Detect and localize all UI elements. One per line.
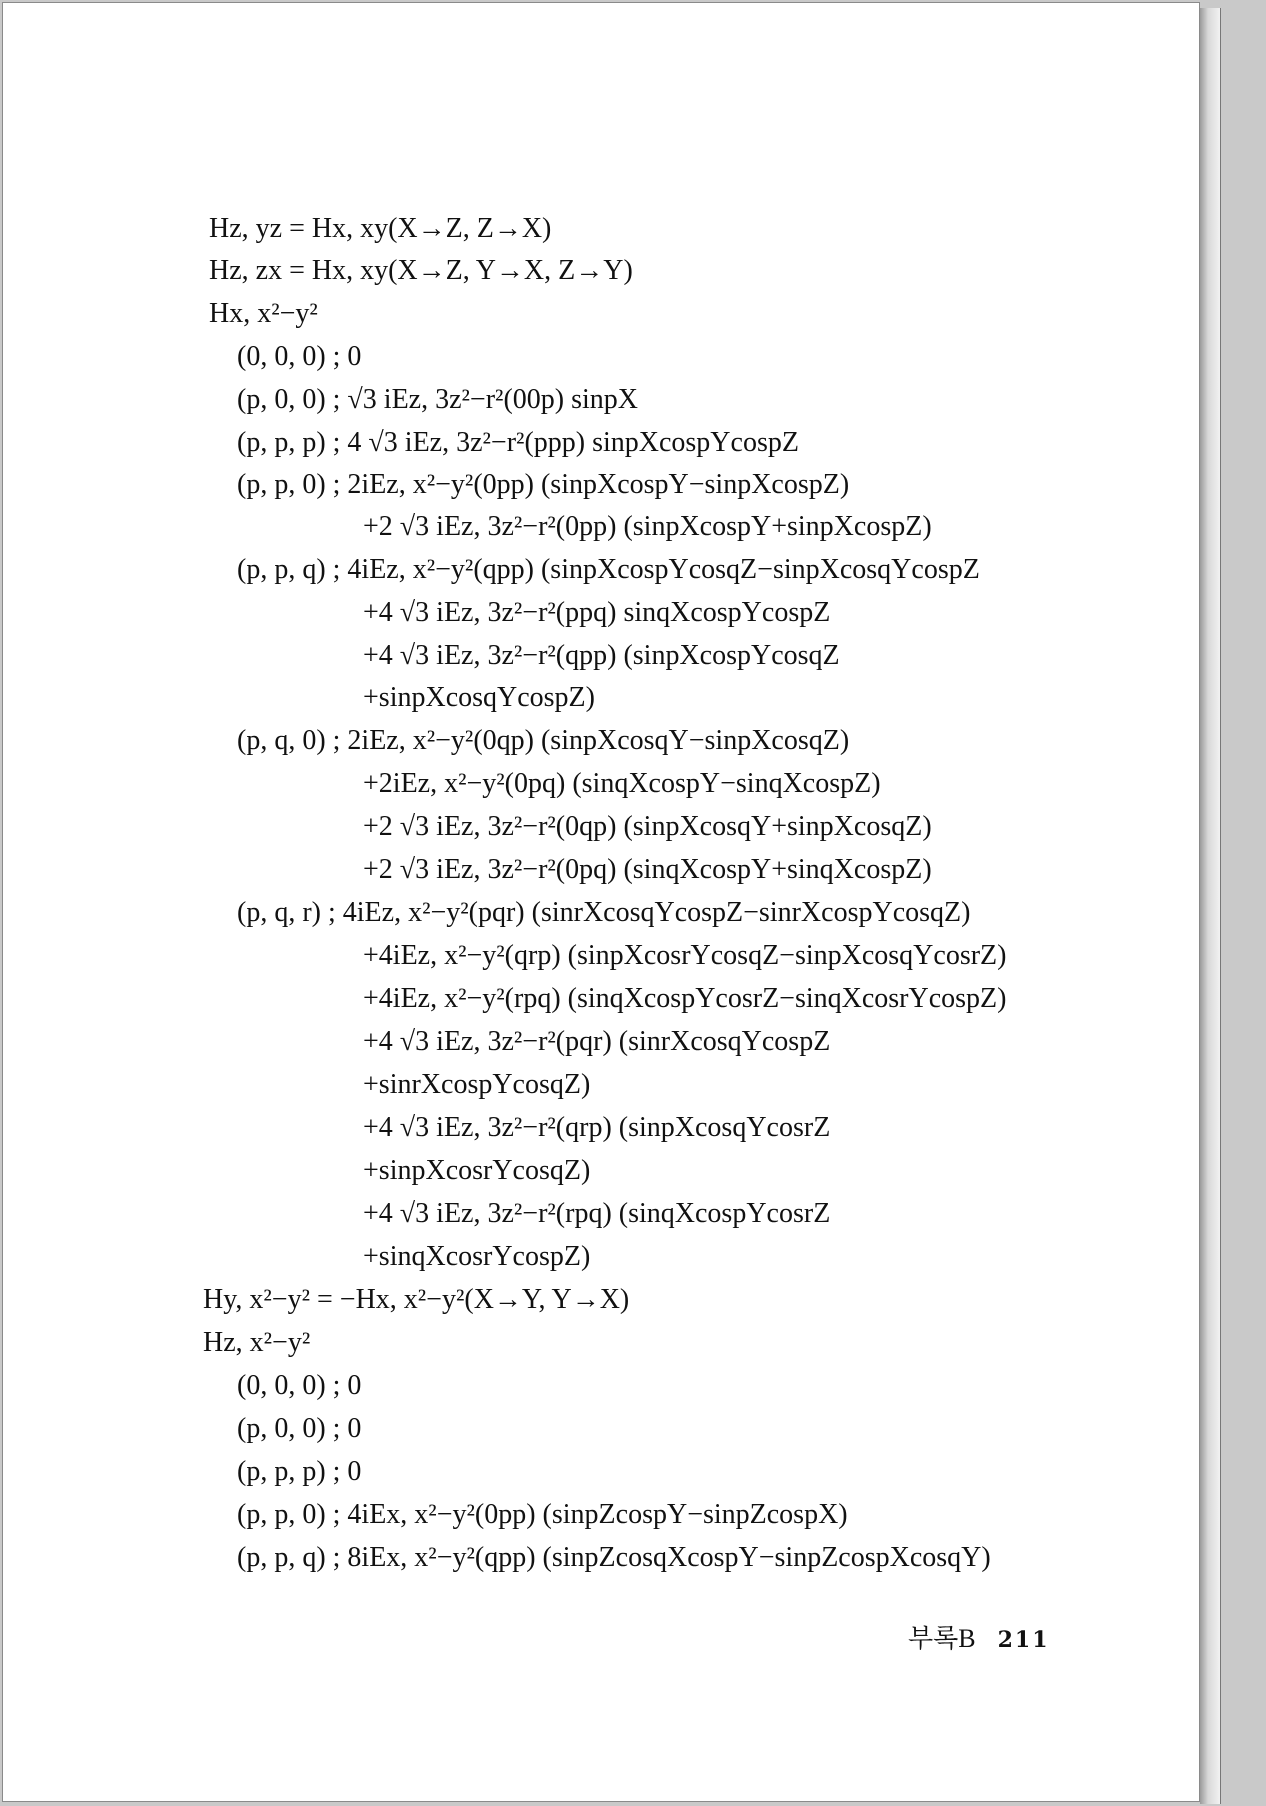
text-line: (p, p, 0) ; 4iEx, x²−y²(0pp) (sinpZcospY−sinpZcospX) [237,1499,848,1530]
text-line: +4iEz, x²−y²(rpq) (sinqXcospYcosrZ−sinqXcosrYcospZ) [363,983,1007,1014]
text-line: (0, 0, 0) ; 0 [237,341,362,372]
text-line: +sinrXcospYcosqZ) [363,1069,591,1100]
text-line: (p, p, p) ; 0 [237,1456,362,1487]
text-line: +4 √3 iEz, 3z²−r²(ppq) sinqXcospYcospZ [363,597,831,628]
page-edge-shadow [1200,8,1221,1804]
text-line: (p, p, p) ; 4 √3 iEz, 3z²−r²(ppp) sinpXcospYcospZ [237,427,799,458]
text-line: +4iEz, x²−y²(qrp) (sinpXcosrYcosqZ−sinpXcosqYcosrZ) [363,940,1007,971]
text-line: (p, q, r) ; 4iEz, x²−y²(pqr) (sinrXcosqYcospZ−sinrXcospYcosqZ) [237,897,971,928]
text-line: (p, p, q) ; 8iEx, x²−y²(qpp) (sinpZcosqXcospY−sinpZcospXcosqY) [237,1542,991,1573]
text-line: +4 √3 iEz, 3z²−r²(qrp) (sinpXcosqYcosrZ [363,1112,831,1143]
text-line: Hy, x²−y² = −Hx, x²−y²(X→Y, Y→X) [203,1284,630,1315]
text-line: (p, 0, 0) ; √3 iEz, 3z²−r²(00p) sinpX [237,384,638,415]
text-line: (p, 0, 0) ; 0 [237,1413,362,1444]
text-line: Hz, zx = Hx, xy(X→Z, Y→X, Z→Y) [209,255,633,286]
text-line: (p, p, 0) ; 2iEz, x²−y²(0pp) (sinpXcospY−sinpXcospZ) [237,469,850,500]
document-page [2,2,1200,1802]
section-label: 부록B [908,1624,976,1653]
text-line: +4 √3 iEz, 3z²−r²(pqr) (sinrXcosqYcospZ [363,1026,831,1057]
text-line: +sinqXcosrYcospZ) [363,1241,591,1272]
text-line: Hz, yz = Hx, xy(X→Z, Z→X) [209,213,552,244]
text-line: +2 √3 iEz, 3z²−r²(0pq) (sinqXcospY+sinqXcospZ) [363,854,932,885]
text-line: Hz, x²−y² [203,1327,311,1358]
text-line: +2 √3 iEz, 3z²−r²(0pp) (sinpXcospY+sinpXcospZ) [363,511,932,542]
text-line: (p, p, q) ; 4iEz, x²−y²(qpp) (sinpXcospYcosqZ−sinpXcosqYcospZ [237,554,980,585]
page-number: 211 [997,1627,1050,1653]
text-line: (p, q, 0) ; 2iEz, x²−y²(0qp) (sinpXcosqY−sinpXcosqZ) [237,725,850,756]
text-line: +4 √3 iEz, 3z²−r²(qpp) (sinpXcospYcosqZ [363,640,840,671]
text-line: +sinpXcosqYcospZ) [363,682,595,713]
text-line: +4 √3 iEz, 3z²−r²(rpq) (sinqXcospYcosrZ [363,1198,831,1229]
page-footer [908,1618,1050,1655]
text-line: Hx, x²−y² [209,298,318,329]
text-line: +2iEz, x²−y²(0pq) (sinqXcospY−sinqXcospZ) [363,768,881,799]
text-line: (0, 0, 0) ; 0 [237,1370,362,1401]
text-line: +2 √3 iEz, 3z²−r²(0qp) (sinpXcosqY+sinpXcosqZ) [363,811,932,842]
text-line: +sinpXcosrYcosqZ) [363,1155,591,1186]
